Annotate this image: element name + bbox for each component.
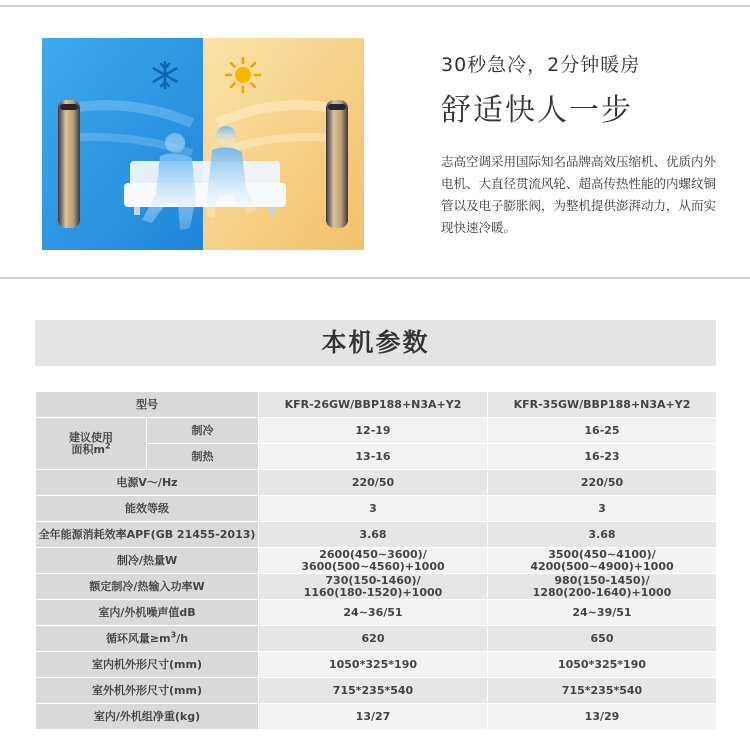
row-value <box>259 548 488 574</box>
snowflake-icon <box>150 60 180 90</box>
table-row-area-cool <box>36 418 717 444</box>
row-value: 715*235*540 <box>488 678 717 704</box>
row-label: 全年能源消耗效率APF(GB 21455-2013) <box>36 522 259 548</box>
area-heat-value-1: 13-16 <box>259 444 488 470</box>
row-label: 室外机外形尺寸(mm) <box>36 678 259 704</box>
row-label: 电源V～/Hz <box>36 470 259 496</box>
headline-subtitle: 30秒急冷，2分钟暖房 <box>441 54 641 76</box>
headline-description: 志高空调采用国际知名品牌高效压缩机、优质内外电机、大直径贯流风轮、超高传热性能的内螺纹铜管以及电子膨胀阀，为整机提供澎湃动力，从而实现快速冷暖。 <box>441 154 717 235</box>
row-value: 620 <box>259 626 488 652</box>
row-value-line1: 3500(450~4100)/ <box>548 547 656 561</box>
section-divider <box>0 277 750 279</box>
row-label: 室内/外机噪声值dB <box>36 600 259 626</box>
area-cool-value-2: 16-25 <box>488 418 717 444</box>
area-cool-label: 制冷 <box>147 418 259 444</box>
table-row <box>36 704 717 730</box>
top-divider <box>0 5 750 7</box>
table-row <box>36 548 717 574</box>
row-value: 24~39/51 <box>488 600 717 626</box>
row-value: 3.68 <box>259 522 488 548</box>
row-value-line2: 1280(200-1640)+1000 <box>532 585 672 599</box>
row-value <box>488 574 717 600</box>
row-value-line2: 1160(180-1520)+1000 <box>303 585 443 599</box>
row-value-line1: 980(150-1450)/ <box>554 573 650 587</box>
row-label: 能效等级 <box>36 496 259 522</box>
row-value-line2: 4200(500~4900)+1000 <box>530 559 674 573</box>
table-row <box>36 496 717 522</box>
headline-title: 舒适快人一步 <box>441 93 633 128</box>
table-row <box>36 626 717 652</box>
model-col-1: KFR-26GW/BBP188+N3A+Y2 <box>259 392 488 418</box>
row-value: 1050*325*190 <box>488 652 717 678</box>
row-value: 220/50 <box>488 470 717 496</box>
row-label: 室内机外形尺寸(mm) <box>36 652 259 678</box>
row-label: 额定制冷/热输入功率W <box>36 574 259 600</box>
sun-icon <box>224 56 262 94</box>
airflow-label-suffix: /h <box>176 631 189 645</box>
row-value: 13/29 <box>488 704 717 730</box>
feature-headline <box>441 50 731 239</box>
table-row <box>36 678 717 704</box>
area-heat-label: 制热 <box>147 444 259 470</box>
model-col-2: KFR-35GW/BBP188+N3A+Y2 <box>488 392 717 418</box>
row-value: 1050*325*190 <box>259 652 488 678</box>
row-value: 24~36/51 <box>259 600 488 626</box>
row-value: 220/50 <box>259 470 488 496</box>
table-row <box>36 470 717 496</box>
row-value-line2: 3600(500~4560)+1000 <box>301 559 445 573</box>
spec-table <box>35 391 717 730</box>
row-label: 制冷/热量W <box>36 548 259 574</box>
table-row <box>36 574 717 600</box>
table-row <box>36 652 717 678</box>
row-value-line1: 2600(450~3600)/ <box>319 547 427 561</box>
area-label-line2: 面积m <box>71 442 105 456</box>
table-row-header <box>36 392 717 418</box>
row-value: 715*235*540 <box>259 678 488 704</box>
airflow-label: 循环风量≥m <box>105 631 171 645</box>
row-value: 13/27 <box>259 704 488 730</box>
row-label <box>36 626 259 652</box>
area-cool-value-1: 12-19 <box>259 418 488 444</box>
table-row <box>36 522 717 548</box>
row-value <box>259 574 488 600</box>
area-heat-value-2: 16-23 <box>488 444 717 470</box>
area-label-line1: 建议使用 <box>69 430 113 444</box>
cooling-heating-illustration <box>42 38 364 250</box>
area-label-sup: 2 <box>104 440 111 450</box>
row-value: 650 <box>488 626 717 652</box>
table-row <box>36 600 717 626</box>
area-label <box>36 418 147 470</box>
row-value: 3.68 <box>488 522 717 548</box>
row-label: 室内/外机组净重(kg) <box>36 704 259 730</box>
row-value <box>488 548 717 574</box>
row-value: 3 <box>488 496 717 522</box>
model-label: 型号 <box>36 392 259 418</box>
spec-section-title: 本机参数 <box>35 320 716 366</box>
row-value: 3 <box>259 496 488 522</box>
row-value-line1: 730(150-1460)/ <box>325 573 421 587</box>
airflow-label-sup: 3 <box>170 629 177 639</box>
